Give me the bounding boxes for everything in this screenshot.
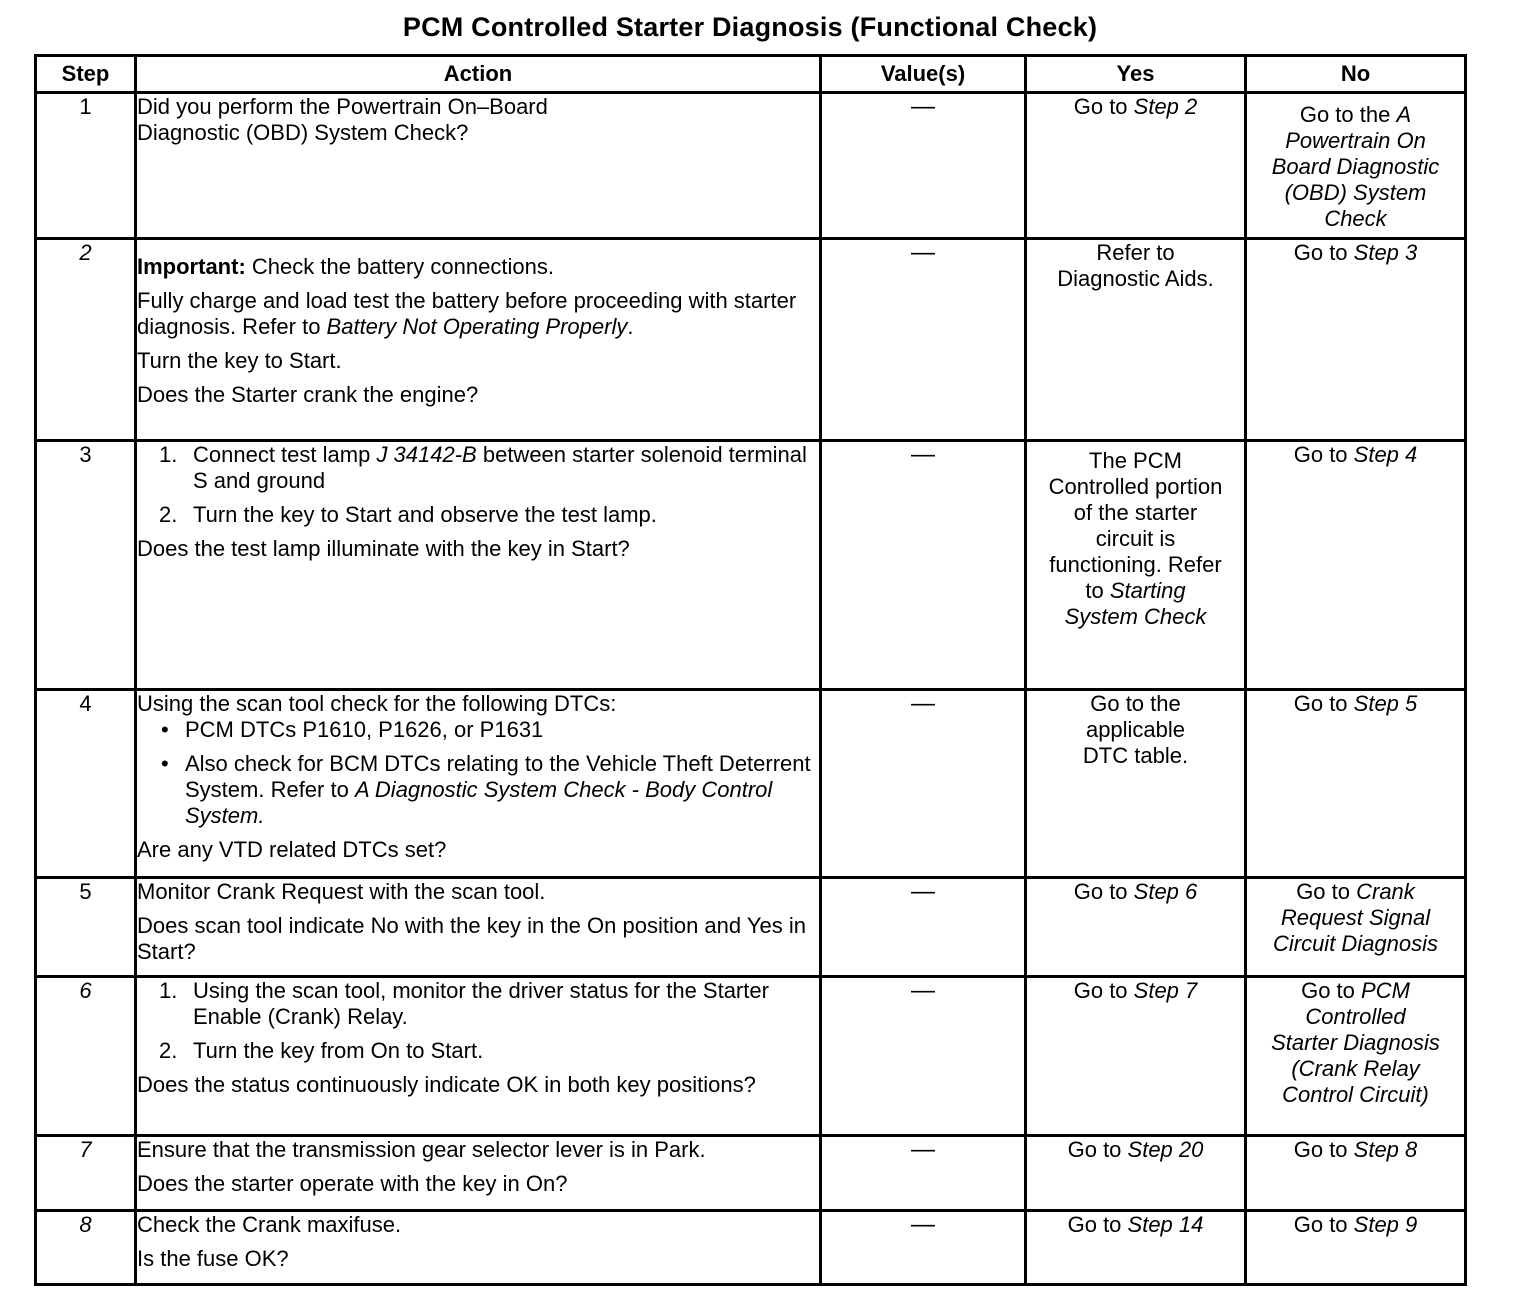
link-battery-not-operating[interactable]: Battery Not Operating Properly	[326, 314, 628, 339]
yes-link-step-14[interactable]: Step 14	[1127, 1212, 1204, 1237]
value-cell: —	[821, 441, 1026, 690]
yes-link-step-7[interactable]: Step 7	[1133, 978, 1198, 1003]
yes-prefix: Go to	[1067, 1137, 1128, 1162]
action-question: Are any VTD related DTCs set?	[137, 837, 447, 862]
action-question: Does the test lamp illuminate with the key in Start?	[137, 536, 630, 561]
no-cell	[1246, 441, 1466, 690]
action-step	[137, 442, 819, 494]
no-prefix: Go to	[1293, 240, 1354, 265]
yes-cell: Refer to Diagnostic Aids.	[1026, 239, 1246, 441]
action-step	[137, 1038, 819, 1064]
yes-cell	[1026, 93, 1246, 239]
value-cell: —	[821, 1136, 1026, 1211]
step-number: 8	[36, 1211, 136, 1285]
list-item	[137, 717, 819, 743]
no-link-step-9[interactable]: Step 9	[1353, 1212, 1418, 1237]
table-row	[36, 1211, 1466, 1285]
step-text: Using the scan tool, monitor the driver status for the Starter Enable (Crank) Relay.	[193, 978, 769, 1029]
table-row	[36, 93, 1466, 239]
no-cell	[1246, 690, 1466, 878]
yes-cell: Go to the applicable DTC table.	[1026, 690, 1246, 878]
action-steps	[137, 978, 819, 1064]
no-prefix: Go to	[1293, 1137, 1354, 1162]
document-title: PCM Controlled Starter Diagnosis (Functional Check)	[402, 12, 1098, 42]
table-row	[36, 441, 1466, 690]
yes-cell	[1026, 1136, 1246, 1211]
yes-cell	[1026, 441, 1246, 690]
yes-cell	[1026, 977, 1246, 1136]
step-text: Turn the key from On to Start.	[193, 1038, 484, 1063]
action-cell	[136, 690, 821, 878]
action-cell	[136, 93, 821, 239]
step-index: 1.	[159, 978, 178, 1003]
step-number: 1	[36, 93, 136, 239]
header-no: No	[1246, 56, 1466, 93]
action-question: Is the fuse OK?	[137, 1246, 289, 1271]
table-row	[36, 239, 1466, 441]
action-cell	[136, 977, 821, 1136]
no-link-step-4[interactable]: Step 4	[1353, 442, 1418, 467]
no-cell	[1246, 93, 1466, 239]
important-note	[137, 254, 819, 280]
no-prefix: Go to the	[1299, 102, 1397, 127]
step-text-end: between starter solenoid terminal S and ground	[193, 442, 807, 493]
table-row	[36, 977, 1466, 1136]
value-cell: —	[821, 977, 1026, 1136]
table-row	[36, 690, 1466, 878]
important-text: Check the battery connections.	[245, 254, 554, 279]
step-index: 2.	[159, 502, 178, 527]
action-text: Monitor Crank Request with the scan tool.	[137, 879, 546, 904]
action-step	[137, 978, 819, 1030]
step-text: Turn the key to Start and observe the test lamp.	[193, 502, 657, 527]
action-question: Does scan tool indicate No with the key in the On position and Yes in Start?	[137, 913, 806, 964]
step-index: 1.	[159, 442, 178, 467]
no-link-crank-relay-diagnosis[interactable]: PCM Controlled Starter Diagnosis (Crank Relay Control Circuit)	[1271, 978, 1440, 1107]
step-number: 5	[36, 878, 136, 977]
action-text: Using the scan tool check for the following DTCs:	[137, 691, 617, 716]
step-text: Connect test lamp	[193, 442, 377, 467]
no-cell	[1246, 977, 1466, 1136]
no-link-step-8[interactable]: Step 8	[1353, 1137, 1418, 1162]
action-question: Does the status continuously indicate OK in both key positions?	[137, 1072, 756, 1097]
value-cell: —	[821, 690, 1026, 878]
list-item	[137, 751, 819, 829]
yes-link-step-20[interactable]: Step 20	[1127, 1137, 1204, 1162]
list-item-text: PCM DTCs P1610, P1626, or P1631	[185, 717, 544, 742]
no-link-step-5[interactable]: Step 5	[1353, 691, 1418, 716]
no-link-crank-request-diagnosis[interactable]: Crank Request Signal Circuit Diagnosis	[1272, 879, 1439, 956]
table-row	[36, 878, 1466, 977]
step-number: 6	[36, 977, 136, 1136]
value-cell: —	[821, 239, 1026, 441]
action-text: Did you perform the Powertrain On–Board Diagnostic (OBD) System Check?	[137, 94, 548, 145]
no-cell	[1246, 1136, 1466, 1211]
no-prefix: Go to	[1293, 442, 1354, 467]
no-cell	[1246, 1211, 1466, 1285]
yes-prefix: Go to	[1073, 879, 1134, 904]
value-cell: —	[821, 1211, 1026, 1285]
no-link-obd-system-check[interactable]: A Powertrain On Board Diagnostic (OBD) System Check	[1271, 102, 1440, 231]
action-question: Does the Starter crank the engine?	[137, 382, 479, 407]
action-text-part: Fully charge and load test the battery before proceeding with starter diagnosis. Refer to	[137, 288, 797, 339]
header-step: Step	[36, 56, 136, 93]
step-number: 4	[36, 690, 136, 878]
diagnosis-table	[34, 54, 1467, 1286]
yes-link-step-6[interactable]: Step 6	[1133, 879, 1198, 904]
header-values: Value(s)	[821, 56, 1026, 93]
yes-prefix: Go to	[1067, 1212, 1128, 1237]
header-row	[36, 56, 1466, 93]
link-bcm-diagnostic-check[interactable]: A Diagnostic System Check - Body Control System.	[185, 777, 773, 828]
action-cell	[136, 1211, 821, 1285]
value-cell: —	[821, 878, 1026, 977]
bullet-icon: •	[161, 751, 169, 776]
important-label: Important:	[137, 254, 246, 279]
yes-link-starting-system-check[interactable]: Starting System Check	[1064, 578, 1207, 629]
no-cell	[1246, 239, 1466, 441]
action-step	[137, 502, 819, 528]
yes-cell	[1026, 1211, 1246, 1285]
yes-link-step-2[interactable]: Step 2	[1133, 94, 1198, 119]
yes-cell	[1026, 878, 1246, 977]
action-cell	[136, 441, 821, 690]
yes-prefix: Go to	[1073, 978, 1134, 1003]
no-prefix: Go to	[1293, 691, 1354, 716]
action-text	[137, 288, 819, 340]
action-cell	[136, 239, 821, 441]
no-prefix: Go to	[1296, 879, 1357, 904]
no-link-step-3[interactable]: Step 3	[1353, 240, 1418, 265]
action-question: Does the starter operate with the key in On?	[137, 1171, 568, 1196]
header-action: Action	[136, 56, 821, 93]
step-number: 7	[36, 1136, 136, 1211]
header-yes: Yes	[1026, 56, 1246, 93]
step-index: 2.	[159, 1038, 178, 1063]
action-text-end: .	[627, 314, 634, 339]
action-steps	[137, 442, 819, 528]
no-cell	[1246, 878, 1466, 977]
action-cell	[136, 878, 821, 977]
step-number: 3	[36, 441, 136, 690]
yes-text: The PCM Controlled portion of the starter circuit is functioning. Refer to	[1048, 448, 1223, 603]
no-prefix: Go to	[1301, 978, 1362, 1003]
tool-ref: J 34142-B	[376, 442, 477, 467]
table-row	[36, 1136, 1466, 1211]
action-cell	[136, 1136, 821, 1211]
value-cell: —	[821, 93, 1026, 239]
bullet-icon: •	[161, 717, 169, 742]
list-item-text: Also check for BCM DTCs relating to the Vehicle Theft Deterrent System. Refer to	[185, 751, 811, 802]
step-number: 2	[36, 239, 136, 441]
no-prefix: Go to	[1293, 1212, 1354, 1237]
yes-prefix: Go to	[1073, 94, 1134, 119]
action-text: Ensure that the transmission gear selector lever is in Park.	[137, 1137, 706, 1162]
action-text: Check the Crank maxifuse.	[137, 1212, 402, 1237]
dtc-list	[137, 717, 819, 829]
action-text: Turn the key to Start.	[137, 348, 342, 373]
